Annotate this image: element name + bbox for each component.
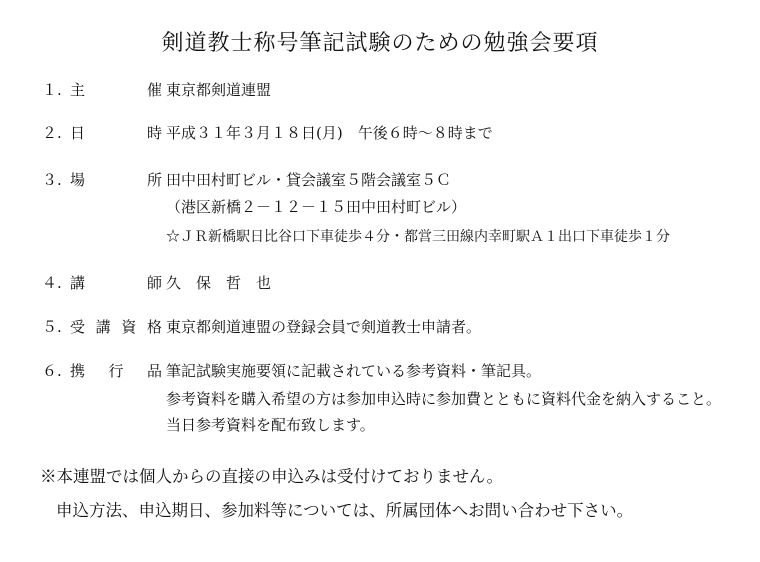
item-label: 主 催 [70, 81, 162, 99]
item-value: 東京都剣道連盟 [166, 81, 272, 99]
item-number: １. [42, 81, 62, 99]
item-label: 場 所 [70, 171, 162, 189]
item-label: 日 時 [70, 124, 162, 142]
item-number: ５. [42, 318, 62, 336]
item-value: 東京都剣道連盟の登録会員で剣道教士申請者。 [166, 318, 482, 336]
item-number: ２. [42, 124, 62, 142]
item-value: 筆記試験実施要領に記載されている参考資料・筆記具。 [166, 362, 542, 380]
item-value: 田中田村町ビル・貸会議室５階会議室５Ｃ [166, 171, 452, 189]
notice-no-individual: ※本連盟では個人からの直接の申込みは受付けておりません。 [40, 467, 503, 486]
item-number: ６. [42, 362, 62, 380]
venue-access: ☆ＪＲ新橋駅日比谷口下車徒歩４分・都営三田線内幸町駅Ａ１出口下車徒歩１分 [166, 229, 670, 245]
item-value: 久 保 哲 也 [166, 274, 272, 292]
venue-address: （港区新橋２－１２－１５田中田村町ビル） [166, 198, 467, 216]
item-number: ３. [42, 171, 62, 189]
item-label: 受 講 資 格 [70, 318, 162, 336]
item-value: 平成３１年３月１８日(月) 午後６時～８時まで [166, 124, 493, 142]
belongings-note-1: 参考資料を購入希望の方は参加申込時に参加費とともに資料代金を納入すること。 [166, 390, 722, 408]
belongings-note-2: 当日参考資料を配布致します。 [166, 416, 375, 434]
item-label: 講 師 [70, 274, 162, 292]
page-title: 剣道教士称号筆記試験のための勉強会要項 [161, 31, 599, 56]
item-number: ４. [42, 274, 62, 292]
item-label: 携 行 品 [70, 362, 162, 380]
notice-contact: 申込方法、申込期日、参加料等については、所属団体へお問い合わせ下さい。 [56, 501, 634, 520]
